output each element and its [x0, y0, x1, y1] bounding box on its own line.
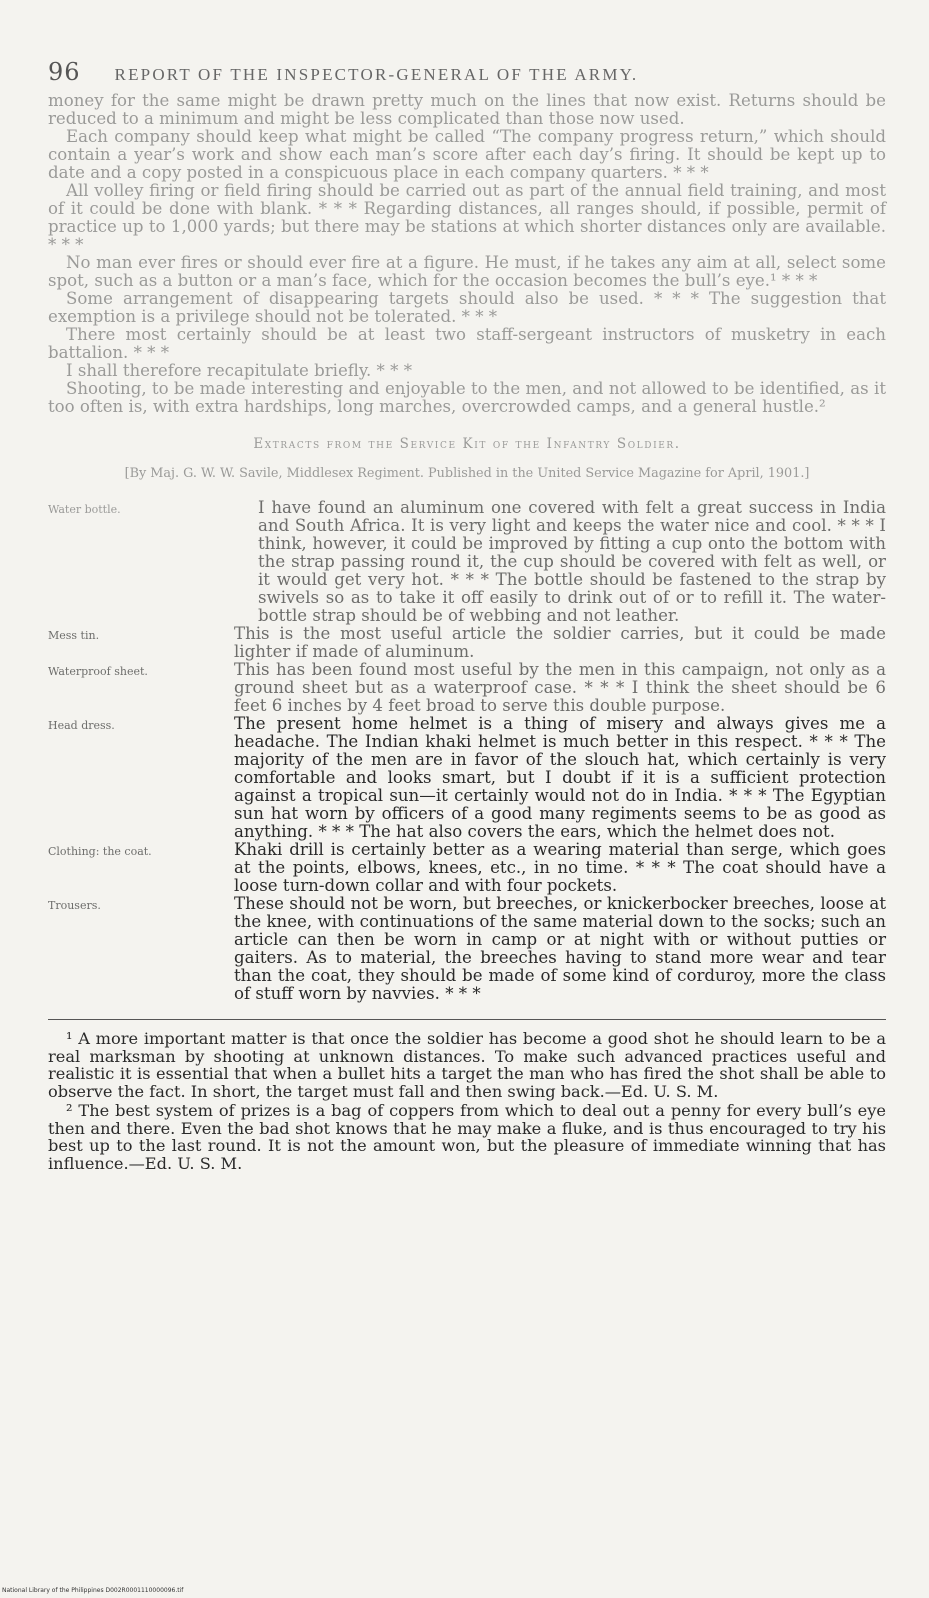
sidenote: Mess tin.	[48, 629, 100, 642]
sidenote: Head dress.	[48, 719, 115, 732]
kit-entry-waterproof-sheet	[48, 661, 886, 715]
kit-entry-head-dress	[48, 715, 886, 841]
paragraph: money for the same might be drawn pretty much on the lines that now exist. Returns should be reduced to a minimum and might be less complicated than those now used.	[48, 91, 886, 128]
entry-text: The present home helmet is a thing of misery and always gives me a headache. The Indian khaki helmet is much better in this respect. * * * The majority of the men are in favor of the slouch hat, which certainly is very comfortable and looks smart, but I doubt if it is a sufficient protection against a tropical sun—it certainly would not do in India. * * * The Egyptian sun hat worn by officers of a good many regiments seems to be as good as anything. * * * The hat also covers the ears, which the helmet does not.	[234, 714, 886, 841]
paragraph: Shooting, to be made interesting and enjoyable to the men, and not allowed to be identified, as it too often is, with extra hardships, long marches, overcrowded camps, and a general hustle.²	[48, 379, 886, 416]
footnote: ² The best system of prizes is a bag of coppers from which to deal out a penny for every bull’s eye then and there. Even the bad shot knows that he may make a fluke, and is thus encouraged to try his best up to the last round. It is not the amount won, but the pleasure of immediate winning that has influence.—Ed. U. S. M.	[48, 1101, 886, 1173]
entry-text: I have found an aluminum one covered with felt a great success in India and South Africa. It is very light and keeps the water nice and cool. * * * I think, however, it could be improved by fitting a cup onto the bottom with the strap passing round it, the cup should be covered with felt as well, or it would get very hot. * * * The bottle should be fastened to the strap by swivels so as to take it off easily to drink out of or to refill it. The water-bottle strap should be of webbing and not leather.	[258, 498, 886, 625]
entry-text: This has been found most useful by the men in this campaign, not only as a ground sheet but as a waterproof case. * * * I think the sheet should be 6 feet 6 inches by 4 feet broad to serve this double purpose.	[234, 660, 886, 715]
paragraph: Each company should keep what might be called “The company progress return,” which should contain a year’s work and show each man’s score after each day’s firing. It should be kept up to date and a copy posted in a conspicuous place in each company quarters. * * *	[48, 127, 886, 182]
scan-footer: National Library of the Philippines D002R0001110000096.tif	[2, 1587, 184, 1594]
footnotes	[48, 1030, 886, 1172]
running-header	[48, 58, 886, 86]
sidenote: Trousers.	[48, 899, 101, 912]
entry-text: Khaki drill is certainly better as a wearing material than serge, which goes at the points, elbows, knees, etc., in no time. * * * The coat should have a loose turn-down collar and with four pockets.	[234, 840, 886, 895]
paragraph: Some arrangement of disappearing targets should also be used. * * * The suggestion that exemption is a privilege should not be tolerated. * * *	[48, 289, 886, 326]
paragraph: There most certainly should be at least two staff-sergeant instructors of musketry in each battalion. * * *	[48, 325, 886, 362]
section-title: Extracts from the Service Kit of the Infantry Soldier.	[253, 436, 681, 452]
sidenote: Clothing: the coat.	[48, 845, 152, 858]
entry-text: These should not be worn, but breeches, or knickerbocker breeches, loose at the knee, with continuations of the same material down to the socks; such an article can then be worn in camp or at night with or without putties or gaiters. As to material, the breeches having to stand more wear and tear than the coat, they should be made of some kind of corduroy, more the class of stuff worn by navvies. * * *	[234, 894, 886, 1003]
paragraph: No man ever fires or should ever fire at a figure. He must, if he takes any aim at all, select some spot, such as a button or a man’s face, which for the occasion becomes the bull’s eye.¹ * * *	[48, 253, 886, 290]
kit-entry-water-bottle	[48, 499, 886, 625]
footnote-divider	[48, 1019, 886, 1020]
kit-entry-trousers	[48, 895, 886, 1003]
page-number: 96	[48, 58, 81, 86]
footnote: ¹ A more important matter is that once the soldier has become a good shot he should learn to be a real marksman by shooting at unknown distances. To make such advanced practices useful and realistic it is essential that when a bullet hits a target the man who has fired the shot shall be able to observe the fact. In short, the target must fall and then swing back.—Ed. U. S. M.	[48, 1029, 886, 1101]
running-title: REPORT OF THE INSPECTOR-GENERAL OF THE ARMY.	[114, 65, 639, 84]
entry-text: This is the most useful article the soldier carries, but it could be made lighter if made of aluminum.	[234, 624, 886, 661]
document-page	[48, 58, 886, 1172]
byline: [By Maj. G. W. W. Savile, Middlesex Regiment. Published in the United Service Magazine for April, 1901.]	[124, 466, 810, 481]
paragraph: I shall therefore recapitulate briefly. * * *	[66, 361, 412, 380]
kit-entry-mess-tin	[48, 625, 886, 661]
paragraph: All volley firing or field firing should be carried out as part of the annual field training, and most of it could be done with blank. * * * Regarding distances, all ranges should, if possible, permit of practice up to 1,000 yards; but there may be stations at which shorter distances only are available. * * *	[48, 181, 886, 254]
sidenote: Waterproof sheet.	[48, 665, 148, 678]
kit-entry-coat	[48, 841, 886, 895]
sidenote: Water bottle.	[48, 503, 121, 516]
